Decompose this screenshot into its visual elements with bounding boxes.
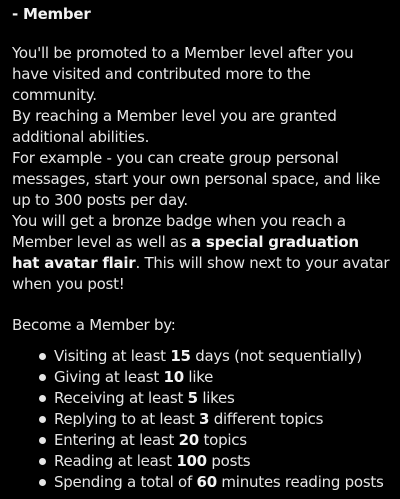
list-item — [38, 346, 390, 367]
member-description — [12, 43, 390, 295]
requirement-text-post: likes — [197, 389, 235, 407]
bullet-icon — [39, 374, 46, 381]
requirement-number: 20 — [178, 431, 199, 449]
requirement-number: 100 — [176, 452, 207, 470]
list-item — [38, 451, 390, 472]
requirement-number: 3 — [198, 410, 210, 428]
requirement-text-post: like — [183, 368, 214, 386]
badge-text-bold: a special graduation hat avatar flair — [12, 233, 359, 272]
section-heading: - Member — [12, 5, 91, 23]
bullet-icon — [39, 458, 46, 465]
requirement-text-pre: Reading at least — [54, 452, 177, 470]
requirement-text-post: topics — [199, 431, 247, 449]
list-item — [38, 472, 390, 493]
intro-line-badge — [12, 211, 390, 295]
requirement-text-pre: Receiving at least — [54, 389, 188, 407]
requirement-number: 15 — [170, 347, 191, 365]
bullet-icon — [39, 437, 46, 444]
list-item — [38, 388, 390, 409]
requirement-text-post: posts — [206, 452, 251, 470]
intro-line-promotion: You'll be promoted to a Member level after you have visited and contributed more to the community. — [12, 44, 354, 104]
list-item — [38, 430, 390, 451]
bullet-icon — [39, 416, 46, 423]
intro-line-abilities: By reaching a Member level you are granted additional abilities. — [12, 107, 337, 146]
list-item — [38, 367, 390, 388]
requirement-text-pre: Spending a total of — [54, 473, 197, 491]
requirement-number: 5 — [187, 389, 198, 407]
requirement-text-post: minutes reading posts — [216, 473, 384, 491]
requirement-number: 60 — [196, 473, 217, 491]
requirement-number: 10 — [163, 368, 184, 386]
requirements-list — [12, 346, 390, 493]
bullet-icon — [39, 479, 46, 486]
badge-text-pre: You will get a bronze badge when you reach a Member level as well as — [12, 212, 346, 251]
requirement-text-pre: Visiting at least — [54, 347, 171, 365]
requirement-text-post: different topics — [209, 410, 324, 428]
requirement-text-pre: Giving at least — [54, 368, 164, 386]
bullet-icon — [39, 395, 46, 402]
requirement-text-post: days (not sequentially) — [190, 347, 362, 365]
become-member-label: Become a Member by: — [12, 316, 176, 334]
requirement-text-pre: Entering at least — [54, 431, 179, 449]
intro-line-example: For example - you can create group personal messages, start your own personal space, and like up to 300 posts per day. — [12, 149, 381, 209]
requirement-text-pre: Replying to at least — [54, 410, 199, 428]
list-item — [38, 409, 390, 430]
badge-text-post: . This will show next to your avatar when you post! — [12, 254, 390, 293]
bullet-icon — [39, 353, 46, 360]
